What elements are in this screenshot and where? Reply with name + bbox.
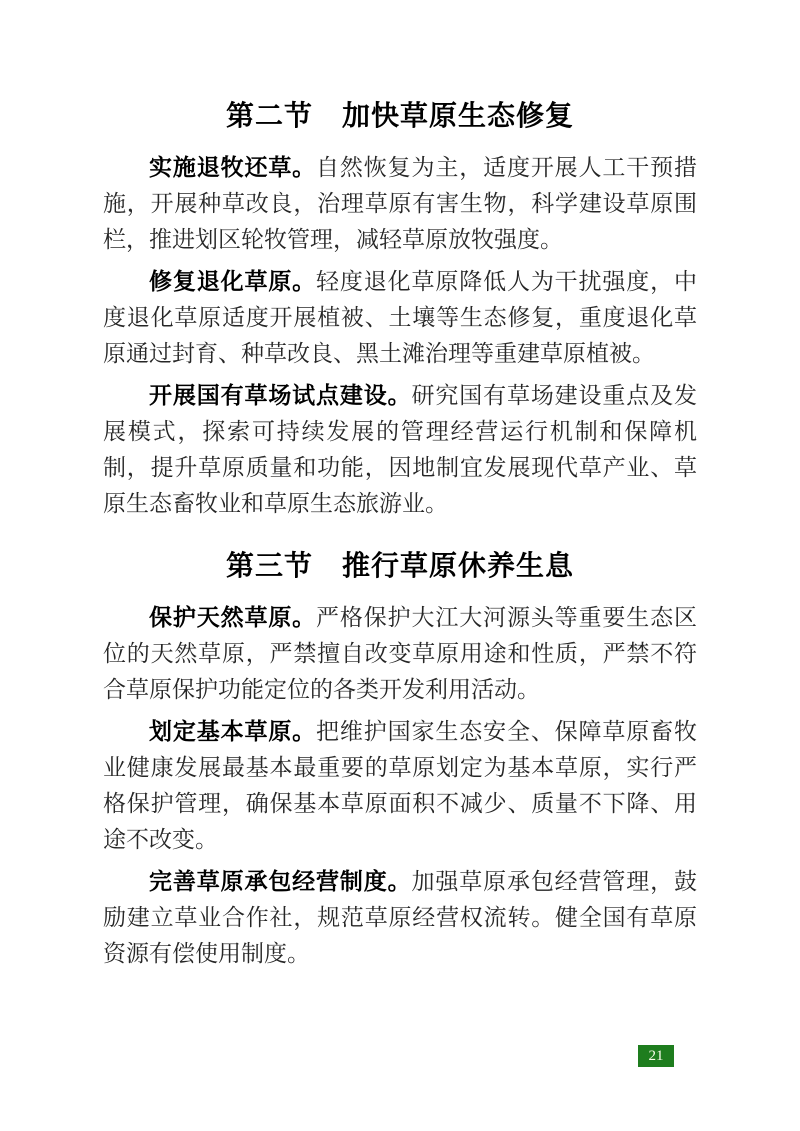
paragraph-lead: 划定基本草原。 — [149, 719, 317, 744]
section-title-2: 第二节 加快草原生态修复 — [225, 100, 574, 131]
paragraph-lead: 开展国有草场试点建设。 — [149, 383, 412, 408]
page-content — [0, 96, 800, 972]
paragraph — [103, 714, 697, 858]
paragraph-lead: 保护天然草原。 — [149, 605, 317, 630]
paragraph — [103, 864, 697, 972]
section-title-3: 第三节 推行草原休养生息 — [225, 550, 574, 581]
paragraph — [103, 600, 697, 708]
paragraph — [103, 378, 697, 522]
paragraph-body: 研究国有草场建设重点及发展模式，探索可持续发展的管理经营运行机制和保障机制，提升草原质量和功能，因地制宜发展现代草产业、草原生态畜牧业和草原生态旅游业。 — [103, 383, 698, 516]
paragraph-lead: 完善草原承包经营制度。 — [149, 869, 412, 894]
paragraph-body: 加强草原承包经营管理，鼓励建立草业合作社，规范草原经营权流转。健全国有草原资源有偿使用制度。 — [103, 869, 698, 966]
page-number-badge: 21 — [638, 1045, 674, 1067]
paragraph-lead: 实施退牧还草。 — [149, 155, 317, 180]
paragraph — [103, 150, 697, 258]
paragraph-lead: 修复退化草原。 — [149, 269, 317, 294]
paragraph-body: 自然恢复为主，适度开展人工干预措施，开展种草改良，治理草原有害生物，科学建设草原围栏，推进划区轮牧管理，减轻草原放牧强度。 — [103, 155, 698, 252]
paragraph-body: 严格保护大江大河源头等重要生态区位的天然草原，严禁擅自改变草原用途和性质，严禁不符合草原保护功能定位的各类开发利用活动。 — [103, 605, 698, 702]
paragraph — [103, 264, 697, 372]
paragraph-body: 轻度退化草原降低人为干扰强度，中度退化草原适度开展植被、土壤等生态修复，重度退化草原通过封育、种草改良、黑土滩治理等重建草原植被。 — [103, 269, 698, 366]
paragraph-body: 把维护国家生态安全、保障草原畜牧业健康发展最基本最重要的草原划定为基本草原，实行严格保护管理，确保基本草原面积不减少、质量不下降、用途不改变。 — [103, 719, 698, 852]
